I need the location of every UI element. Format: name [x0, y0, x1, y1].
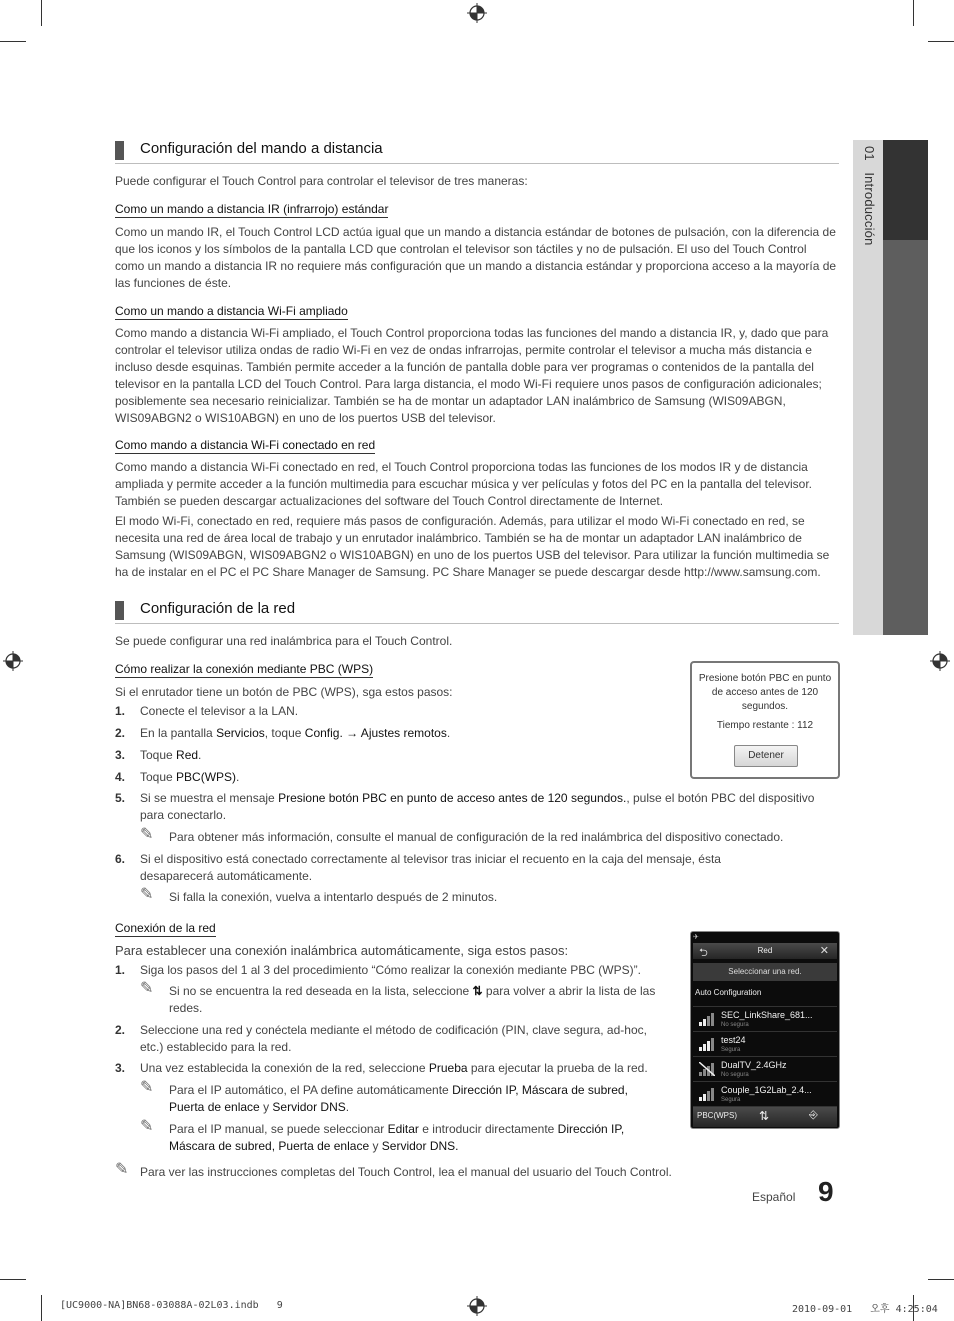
back-icon[interactable]: ⮌	[699, 947, 708, 959]
step-text: Si el dispositivo está conectado correctamente al televisor tras iniciar el recuento en la caja del mensaje, ésta desaparecerá automáticamente.	[140, 852, 721, 883]
step-number: 6.	[115, 852, 126, 866]
network-security: No segura	[721, 1072, 749, 1078]
section-heading	[115, 139, 839, 164]
step-number: 1.	[115, 704, 126, 718]
section-title: Configuración del mando a distancia	[140, 140, 383, 157]
step-number: 5.	[115, 791, 126, 805]
step-text: Siga los pasos del 1 al 3 del procedimiento “Cómo realizar la conexión mediante PBC (WPS)”.	[140, 963, 641, 977]
footer-file-info: [UC9000-NA]BN68-03088A-02L03.indb 9	[60, 1300, 283, 1311]
dialog-timer: Tiempo restante : 112	[716, 720, 814, 731]
note-pencil-icon: ✎	[140, 826, 154, 843]
step-number: 3.	[115, 748, 126, 762]
wifi-signal-icon	[699, 1062, 715, 1076]
network-name: test24	[721, 1035, 746, 1045]
note-text: Para el IP automático, el PA define automáticamente Dirección IP, Máscara de subred, Puerta de enlace y Servidor DNS.	[169, 1083, 628, 1114]
crop-mark	[0, 41, 26, 42]
pbc-dialog	[690, 661, 840, 779]
auto-configuration-label: Auto Configuration	[695, 988, 762, 997]
subheading: Como mando a distancia Wi-Fi conectado en red	[115, 438, 376, 452]
note-text: Si no se encuentra la red deseada en la lista, seleccione ⇅ para volver a abrir la lista de las redes.	[169, 984, 656, 1015]
registration-mark-icon	[467, 1296, 487, 1316]
wifi-signal-icon	[699, 1012, 715, 1026]
screen-prompt: Seleccionar una red.	[693, 963, 837, 981]
network-item[interactable]	[693, 1032, 837, 1057]
refresh-icon: ⇅	[472, 984, 483, 998]
crop-mark	[41, 1295, 42, 1321]
paragraph: Como mando a distancia Wi-Fi ampliado, el Touch Control proporciona todas las funciones del mando a distancia IR, y, dado que para controlar el televisor utiliza ondas de radio Wi-Fi en vez de ondas infrarrojas, permite controlar el televisor a mucha más distancia e incluso desde esquinas. También permite acceder a la función de pantalla doble para ver programas o contenidos de la pantalla del televisor en la pantalla LCD del Touch Control. Para larga distancia, el modo Wi-Fi requiere unos pasos de configuración adicionales; posiblemente sea necesario reinicializar. También se ha de montar un adaptador LAN inalámbrico de Samsung (WIS09ABGN, WIS09ABGN2 o WIS10ABGN) en uno de los puertos USB del televisor.	[115, 326, 829, 425]
step-number: 1.	[115, 963, 126, 977]
note-text: Para el IP manual, se puede seleccionar Editar e introducir directamente Dirección IP, Máscara de subred, Puerta de enlace y Servidor DNS.	[169, 1122, 625, 1153]
screen-title: Red	[757, 946, 773, 955]
section-heading	[115, 599, 839, 624]
network-security: Segura	[721, 1097, 741, 1103]
network-item[interactable]	[693, 1007, 837, 1032]
network-name: Couple_1G2Lab_2.4...	[721, 1085, 812, 1095]
subheading: Conexión de la red	[115, 921, 216, 935]
touch-control-screen	[690, 931, 840, 1129]
heading-bar	[115, 141, 124, 160]
note-pencil-icon: ✎	[140, 980, 154, 997]
crop-mark	[928, 1279, 954, 1280]
paragraph: Como un mando IR, el Touch Control LCD actúa igual que un mando a distancia estándar de botones de pulsación, con la diferencia de que los iconos y los símbolos de la pantalla LCD que controlan el televisor son táctiles y no de pulsación. El uso del Touch Control como un mando a distancia IR no requiere más configuración que un mando a distancia estándar y proporciona acceso a la mayoría de las funciones de éste.	[115, 225, 837, 290]
wifi-signal-icon	[699, 1037, 715, 1051]
note-pencil-icon: ✎	[140, 886, 154, 903]
step-text: En la pantalla Servicios, toque Config. → Ajustes remotos.	[140, 726, 451, 740]
registration-mark-icon	[930, 651, 950, 671]
step-text: Una vez establecida la conexión de la red, seleccione Prueba para ejecutar la prueba de la red.	[140, 1061, 648, 1075]
note-pencil-icon: ✎	[140, 1118, 154, 1135]
status-bar: ✈	[693, 934, 699, 941]
subheading: Como un mando a distancia IR (infrarrojo) estándar	[115, 202, 389, 216]
heading-bar	[115, 601, 124, 620]
registration-mark-icon	[3, 651, 23, 671]
step-text: Seleccione una red y conéctela mediante el método de codificación (PIN, clave segura, ad-hoc, etc.) establecido para la red.	[140, 1023, 647, 1054]
crop-mark	[913, 0, 914, 26]
refresh-icon[interactable]: ⇅	[759, 1109, 770, 1123]
bottom-bar	[693, 1107, 837, 1127]
crop-mark	[0, 1279, 26, 1280]
footer-language: Español	[752, 1190, 796, 1204]
subheading: Como un mando a distancia Wi-Fi ampliado	[115, 304, 348, 318]
auto-configuration-item[interactable]	[693, 982, 837, 1007]
note-text: Para obtener más información, consulte el manual de configuración de la red inalámbrica del dispositivo conectado.	[169, 830, 784, 844]
paragraph: Si el enrutador tiene un botón de PBC (WPS), sga estos pasos:	[115, 685, 453, 699]
page-number: 9	[818, 1176, 834, 1207]
crop-mark	[928, 41, 954, 42]
paragraph: Puede configurar el Touch Control para controlar el televisor de tres maneras:	[115, 174, 528, 188]
paragraph: Se puede configurar una red inalámbrica para el Touch Control.	[115, 634, 453, 648]
step-text: Toque Red.	[140, 748, 202, 762]
note-pencil-icon: ✎	[140, 1079, 154, 1096]
network-security: Segura	[721, 1047, 741, 1053]
network-name: SEC_LinkShare_681...	[721, 1010, 813, 1020]
network-item[interactable]	[693, 1082, 837, 1107]
paragraph: El modo Wi-Fi, conectado en red, requiere más pasos de configuración. Además, para utilizar el modo Wi-Fi conectado en red, se necesita una red de área local de trabajo y un enrutador inalámbrico. También se ha de montar un adaptador LAN inalámbrico de Samsung (WIS09ABGN, WIS09ABGN2 o WIS10ABGN) en uno de los puertos USB del televisor. Para utilizar la función multimedia se ha de instalar en el PC el PC Share Manager de Samsung. PC Share Manager se puede descargar desde http://www.samsung.com.	[115, 514, 830, 579]
chapter-label: 01 Introducción	[862, 146, 877, 246]
registration-mark-icon	[467, 3, 487, 23]
step-number: 4.	[115, 770, 126, 784]
close-icon[interactable]: ✕	[819, 945, 829, 957]
step-text: Toque PBC(WPS).	[140, 770, 240, 784]
connect-icon[interactable]: ⎆	[809, 1109, 818, 1121]
section-title: Configuración de la red	[140, 600, 296, 617]
paragraph: Como mando a distancia Wi-Fi conectado en red, el Touch Control proporciona todas las funciones de los modos IR y de distancia ampliada y permite acceder a la función multimedia para escuchar música y ver películas y fotos del PC en la pantalla del televisor. También se pueden descargar actualizaciones del software del Touch Control directamente de Internet.	[115, 460, 813, 508]
network-name: DualTV_2.4GHz	[721, 1060, 787, 1070]
step-number: 3.	[115, 1061, 126, 1075]
note-text: Si falla la conexión, vuelva a intentarlo después de 2 minutos.	[169, 890, 498, 904]
note-pencil-icon: ✎	[115, 1161, 129, 1178]
crop-mark	[41, 0, 42, 26]
step-number: 2.	[115, 726, 126, 740]
step-number: 2.	[115, 1023, 126, 1037]
chapter-tab-marker	[883, 140, 928, 240]
step-text: Conecte el televisor a la LAN.	[140, 704, 299, 718]
stop-button[interactable]: Detener	[734, 745, 798, 767]
network-security: No segura	[721, 1022, 749, 1028]
note-text: Para ver las instrucciones completas del Touch Control, lea el manual del usuario del Touch Control.	[140, 1165, 672, 1179]
dialog-message: Presione botón PBC en punto de acceso antes de 120 segundos.	[698, 673, 832, 712]
paragraph: Para establecer una conexión inalámbrica automáticamente, siga estos pasos:	[115, 943, 569, 958]
subheading: Cómo realizar la conexión mediante PBC (WPS)	[115, 662, 374, 676]
pbc-button[interactable]: PBC(WPS)	[697, 1111, 737, 1120]
title-bar	[693, 943, 837, 959]
network-item[interactable]	[693, 1057, 837, 1082]
wifi-signal-icon	[699, 1087, 715, 1101]
chapter-tab-strip	[883, 240, 928, 635]
step-text: Si se muestra el mensaje Presione botón PBC en punto de acceso antes de 120 segundos., pulse el botón PBC del dispositivo para conectarlo.	[140, 791, 815, 822]
footer-timestamp: 2010-09-01 오후 4:25:04	[792, 1304, 938, 1315]
